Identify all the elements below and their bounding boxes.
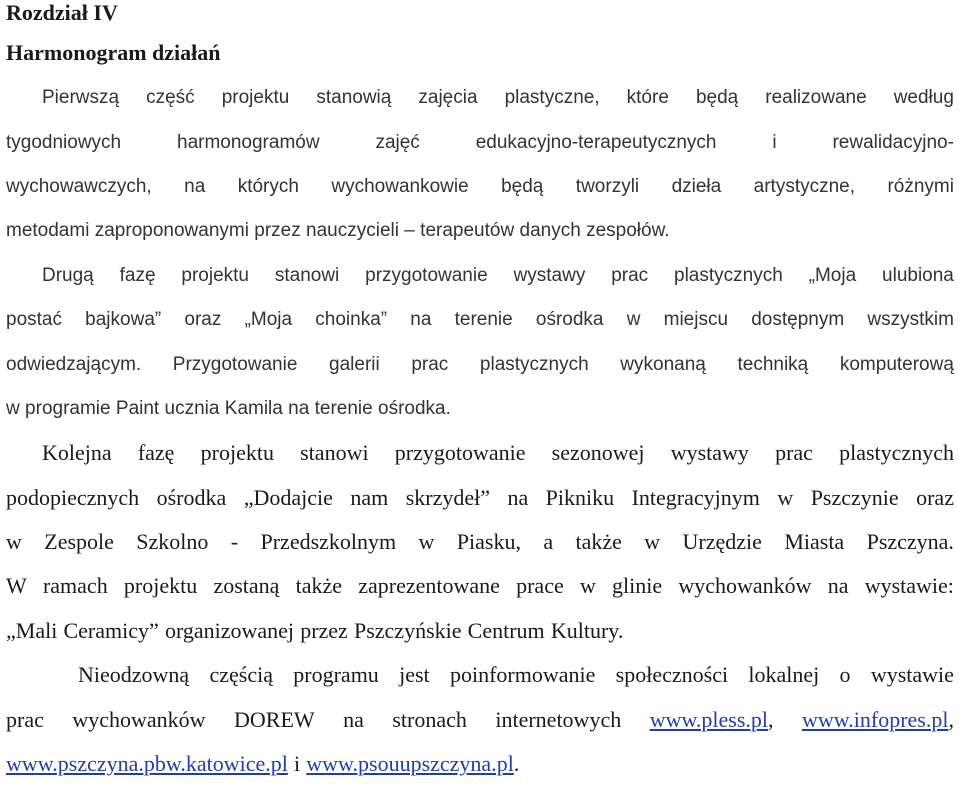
chapter-heading: Rozdział IV bbox=[6, 0, 118, 25]
word: prac bbox=[6, 706, 44, 732]
word: w bbox=[579, 573, 596, 599]
text-line bbox=[6, 165, 954, 209]
link-word bbox=[6, 751, 288, 777]
word: komputerową bbox=[839, 353, 954, 375]
word: ucznia bbox=[164, 397, 220, 419]
word: podopiecznych bbox=[6, 484, 140, 510]
website-link[interactable]: www.infopres.pl bbox=[802, 706, 949, 732]
word: fazę bbox=[137, 440, 175, 466]
word: prac bbox=[775, 440, 813, 466]
word: stanowi bbox=[300, 440, 369, 466]
word: jest bbox=[399, 662, 430, 688]
word: których bbox=[237, 175, 299, 197]
word: terenie bbox=[454, 309, 513, 331]
word: Ceramicy” bbox=[63, 617, 159, 643]
word: realizowane bbox=[765, 87, 867, 109]
word: prac bbox=[411, 353, 449, 375]
word: część bbox=[146, 87, 195, 109]
word: Zespole bbox=[44, 529, 114, 555]
word: oraz bbox=[916, 484, 954, 510]
word: także bbox=[575, 529, 622, 555]
text-line bbox=[6, 653, 954, 697]
text-line bbox=[6, 298, 954, 342]
text-line bbox=[6, 120, 954, 164]
word: wychowanków bbox=[678, 573, 812, 599]
word: które bbox=[626, 87, 669, 109]
word: w bbox=[626, 309, 641, 331]
word: Przedszkolnym bbox=[260, 529, 397, 555]
word: Szkolno bbox=[136, 529, 209, 555]
word: zajęcia bbox=[418, 87, 478, 109]
word: dzieła bbox=[671, 175, 722, 197]
word: stanowią bbox=[316, 87, 392, 109]
word: terenie bbox=[314, 397, 373, 419]
word: różnymi bbox=[887, 175, 954, 197]
link-word: www.pless.pl, bbox=[649, 706, 774, 732]
word: prace bbox=[516, 573, 564, 599]
word: metodami bbox=[6, 220, 90, 242]
word: na bbox=[507, 484, 529, 510]
word: „Moja bbox=[808, 264, 857, 286]
word: Drugą bbox=[42, 264, 94, 286]
word: skrzydeł” bbox=[405, 484, 490, 510]
word: dostępnym bbox=[751, 309, 845, 331]
word: Nieodzowną bbox=[78, 662, 190, 688]
text-line bbox=[6, 564, 954, 608]
word: prac bbox=[611, 264, 649, 286]
word: rewalidacyjno- bbox=[832, 131, 954, 153]
word: DOREW bbox=[234, 706, 315, 732]
word: w bbox=[418, 529, 435, 555]
word: internetowych bbox=[495, 706, 622, 732]
text-line bbox=[6, 742, 954, 786]
text-line bbox=[6, 209, 954, 253]
word: „Dodajcie bbox=[243, 484, 333, 510]
word: miejscu bbox=[663, 309, 729, 331]
link-word: www.infopres.pl, bbox=[802, 706, 954, 732]
word: bajkowa” bbox=[85, 309, 162, 331]
word: stanowi bbox=[274, 264, 340, 286]
word: glinie bbox=[612, 573, 663, 599]
word: nauczycieli bbox=[306, 220, 399, 242]
word: Miasta bbox=[784, 529, 845, 555]
word: wychowawczych, bbox=[6, 175, 152, 197]
word: będą bbox=[501, 175, 544, 197]
word: ulubiona bbox=[882, 264, 954, 286]
word: zaproponowanymi bbox=[94, 220, 249, 242]
word: przygotowanie bbox=[394, 440, 526, 466]
word: plastycznych bbox=[839, 440, 954, 466]
word: wystawie bbox=[870, 662, 954, 688]
word: galerii bbox=[329, 353, 380, 375]
word: ośrodka bbox=[535, 309, 604, 331]
text-line bbox=[6, 387, 954, 431]
word: choinka” bbox=[315, 309, 388, 331]
word: tygodniowych bbox=[6, 131, 122, 153]
word: plastycznych bbox=[674, 264, 783, 286]
word: na bbox=[343, 706, 364, 732]
text-line bbox=[6, 254, 954, 298]
word: Pierwszą bbox=[42, 87, 120, 109]
word: przez bbox=[300, 617, 348, 643]
section-title: Harmonogram działań bbox=[6, 40, 221, 65]
word: Pikniku bbox=[545, 484, 615, 510]
word: programu bbox=[293, 662, 379, 688]
word: danych bbox=[519, 220, 581, 242]
word: wykonaną bbox=[620, 353, 706, 375]
word: Pszczyńskie bbox=[353, 617, 462, 643]
word: na bbox=[184, 175, 206, 197]
word: „Moja bbox=[244, 309, 293, 331]
word: Piasku, bbox=[456, 529, 521, 555]
word: i bbox=[772, 131, 777, 153]
word: programie bbox=[25, 397, 111, 419]
word: społeczności bbox=[615, 662, 729, 688]
word: Integracyjnym bbox=[631, 484, 760, 510]
word: Kamila bbox=[224, 397, 283, 419]
word: lokalnej bbox=[748, 662, 820, 688]
word: „Mali bbox=[6, 617, 58, 643]
word: stronach bbox=[392, 706, 467, 732]
word: o bbox=[839, 662, 851, 688]
word: przez bbox=[254, 220, 301, 242]
text-line bbox=[6, 520, 954, 564]
word: według bbox=[893, 87, 954, 109]
word: – bbox=[404, 220, 415, 242]
word: częścią bbox=[209, 662, 273, 688]
word: wystawie: bbox=[864, 573, 954, 599]
body-text bbox=[6, 76, 954, 786]
word: na bbox=[827, 573, 849, 599]
word: W bbox=[6, 573, 27, 599]
word: odwiedzającym. bbox=[6, 353, 142, 375]
word: organizowanej bbox=[164, 617, 295, 643]
word: na bbox=[288, 397, 310, 419]
word: plastyczne, bbox=[504, 87, 600, 109]
word: i bbox=[294, 751, 301, 777]
word: ośrodka bbox=[156, 484, 227, 510]
word: projektu bbox=[200, 440, 274, 466]
text-line bbox=[6, 76, 954, 120]
word: artystyczne, bbox=[753, 175, 856, 197]
website-link[interactable]: www.psouupszczyna.pl bbox=[306, 751, 514, 777]
text-line bbox=[6, 342, 954, 386]
word: projektu bbox=[123, 573, 198, 599]
word: ramach bbox=[42, 573, 108, 599]
word: Urzędzie bbox=[682, 529, 762, 555]
word: zespołów. bbox=[586, 220, 670, 242]
text-line bbox=[6, 697, 954, 741]
word: wystawy bbox=[513, 264, 586, 286]
word: oraz bbox=[184, 309, 222, 331]
website-link[interactable]: www.pless.pl bbox=[649, 706, 769, 732]
word: zajęć bbox=[375, 131, 420, 153]
word: w bbox=[6, 529, 22, 555]
word: terapeutów bbox=[420, 220, 515, 242]
text-line bbox=[6, 476, 954, 520]
word: plastycznych bbox=[479, 353, 589, 375]
word: Przygotowanie bbox=[172, 353, 298, 375]
word: Kolejna bbox=[42, 440, 112, 466]
word: Paint bbox=[115, 397, 160, 419]
word: nam bbox=[350, 484, 389, 510]
word: w bbox=[6, 397, 20, 419]
word: na bbox=[410, 309, 432, 331]
word: przygotowanie bbox=[365, 264, 488, 286]
website-link[interactable]: www.pszczyna.pbw.katowice.pl bbox=[6, 751, 288, 777]
word: fazę bbox=[119, 264, 156, 286]
word: także bbox=[295, 573, 343, 599]
word: projektu bbox=[221, 87, 290, 109]
text-line bbox=[6, 431, 954, 475]
word: - bbox=[230, 529, 239, 555]
word: zaprezentowane bbox=[358, 573, 500, 599]
word: zostaną bbox=[213, 573, 280, 599]
word: Pszczynie bbox=[810, 484, 899, 510]
word: harmonogramów bbox=[177, 131, 320, 153]
word: będą bbox=[695, 87, 739, 109]
word: a bbox=[543, 529, 554, 555]
word: Kultury. bbox=[550, 617, 624, 643]
word: wychowankowie bbox=[331, 175, 469, 197]
word: w bbox=[644, 529, 661, 555]
link-word: www.psouupszczyna.pl. bbox=[306, 751, 520, 777]
word: poinformowanie bbox=[449, 662, 596, 688]
word: Centrum bbox=[467, 617, 545, 643]
word: wychowanków bbox=[72, 706, 206, 732]
word: wszystkim bbox=[867, 309, 954, 331]
word: postać bbox=[6, 309, 62, 331]
word: Pszczyna. bbox=[866, 529, 954, 555]
word: projektu bbox=[181, 264, 249, 286]
word: wystawy bbox=[670, 440, 749, 466]
word: edukacyjno-terapeutycznych bbox=[475, 131, 717, 153]
text-line bbox=[6, 609, 954, 653]
word: ośrodka. bbox=[378, 397, 451, 419]
word: w bbox=[777, 484, 794, 510]
word: tworzyli bbox=[575, 175, 640, 197]
word: sezonowej bbox=[551, 440, 645, 466]
word: techniką bbox=[737, 353, 809, 375]
